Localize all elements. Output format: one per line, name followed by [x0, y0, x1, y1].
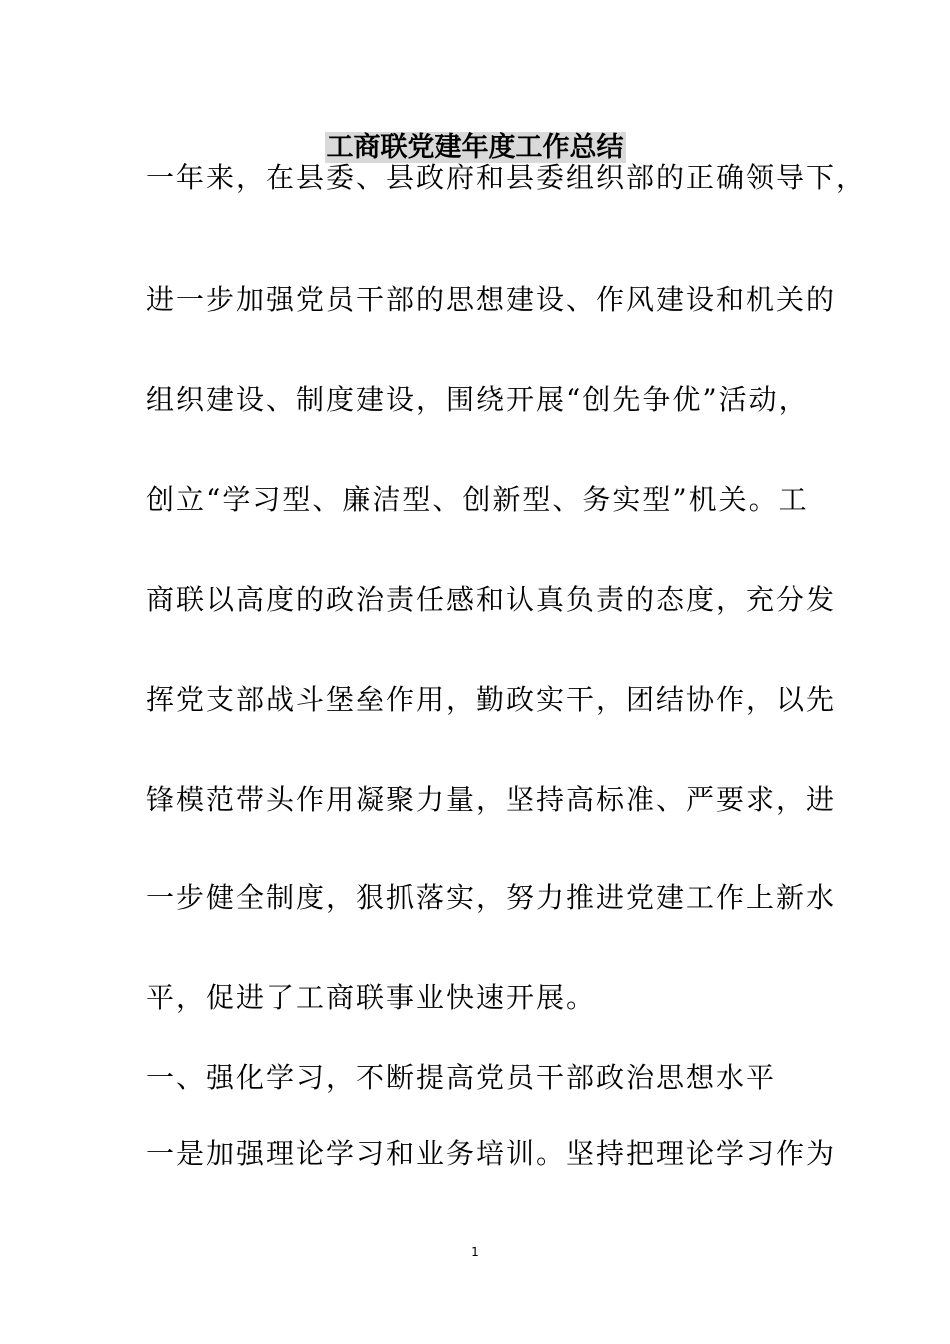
body-line-8: 一步健全制度，狠抓落实，努力推进党建工作上新水: [146, 881, 837, 914]
body-line-1: 一年来，在县委、县政府和县委组织部的正确领导下，: [146, 161, 867, 194]
body-line-10: 一是加强理论学习和业务培训。坚持把理论学习作为: [146, 1137, 837, 1170]
body-line-5: 商联以高度的政治责任感和认真负责的态度，充分发: [146, 583, 837, 616]
body-line-4: 创立“学习型、廉洁型、创新型、务实型”机关。工: [146, 483, 809, 516]
page-number: 1: [471, 1245, 479, 1259]
body-line-6: 挥党支部战斗堡垒作用，勤政实干，团结协作，以先: [146, 683, 837, 716]
document-title-text: 工商联党建年度工作总结: [326, 132, 624, 163]
body-line-9: 平，促进了工商联事业快速开展。: [146, 981, 597, 1014]
section-heading-1: 一、强化学习，不断提高党员干部政治思想水平: [146, 1061, 777, 1094]
body-line-2: 进一步加强党员干部的思想建设、作风建设和机关的: [146, 283, 837, 316]
body-line-7: 锋模范带头作用凝聚力量，坚持高标准、严要求，进: [146, 783, 837, 816]
body-line-3: 组织建设、制度建设，围绕开展“创先争优”活动，: [146, 383, 809, 416]
